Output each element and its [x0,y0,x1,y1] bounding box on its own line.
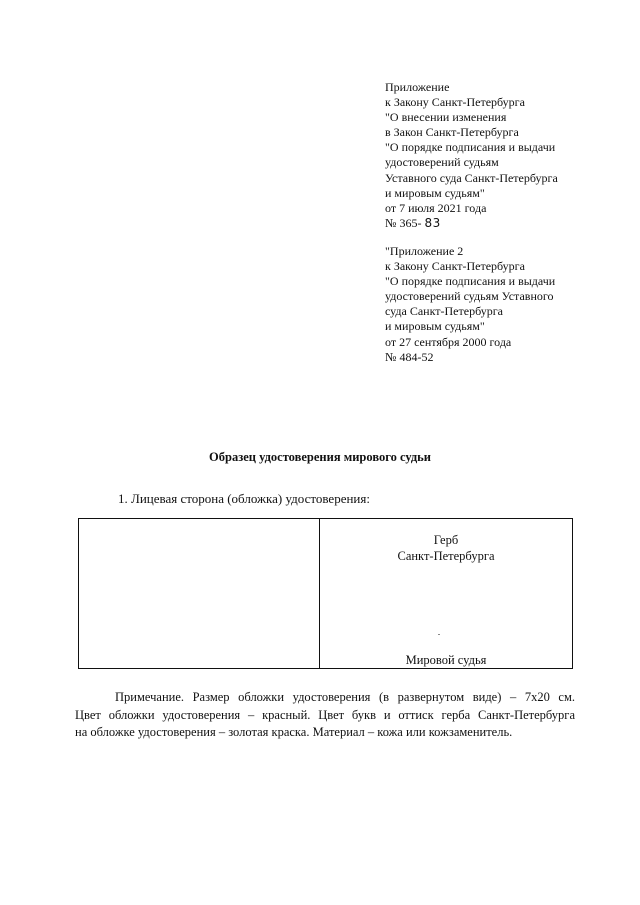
appendix-line: суда Санкт-Петербурга [385,304,503,319]
appendix-2-header [385,244,615,365]
appendix-line: в Закон Санкт-Петербурга [385,125,519,140]
document-title: Образец удостоверения мирового судьи [209,450,431,464]
appendix-line: к Закону Санкт-Петербурга [385,259,525,274]
appendix-line: к Закону Санкт-Петербурга [385,95,525,110]
cover-left-panel [79,519,320,668]
coat-line-1: Герб [433,533,459,547]
appendix-line: Уставного суда Санкт-Петербурга [385,170,558,185]
appendix-line: и мировым судьям" [385,319,485,334]
note-line: Цвет обложки удостоверения – красный. Цвет букв и оттиск герба Санкт-Петербурга [75,707,575,722]
appendix-line: удостоверений судьям Уставного [385,289,554,304]
appendix-line: и мировым судьям" [385,185,485,200]
appendix-line: № 484-52 [385,349,434,364]
note-line: Примечание. Размер обложки удостоверения (в развернутом виде) – 7х20 см. [115,690,575,704]
scan-speck [438,634,440,635]
law-number-prefix: № 365- [385,215,422,230]
judge-label: Мировой судья [405,653,487,667]
appendix-line: "О внесении изменения [385,110,507,125]
appendix-line: от 27 сентября 2000 года [385,334,512,349]
appendix-line: "О порядке подписания и выдачи [385,274,556,289]
appendix-line: удостоверений судьям [385,155,499,170]
cover-sample-frame [78,518,573,669]
appendix-line: Приложение [385,80,450,94]
note-line: на обложке удостоверения – золотая краска. Материал – кожа или кожзаменитель. [75,725,513,739]
appendix-line: "О порядке подписания и выдачи [385,140,556,155]
section-item-1: 1. Лицевая сторона (обложка) удостоверения: [118,491,370,506]
cover-right-panel [320,519,572,668]
appendix-line: от 7 июля 2021 года [385,200,487,215]
coat-line-2: Санкт-Петербурга [397,549,495,563]
note-paragraph [75,689,575,742]
coat-of-arms-label [320,532,572,564]
law-number [385,216,615,231]
appendix-line: "Приложение 2 [385,244,464,258]
law-number-handwritten: 83 [424,215,441,230]
appendix-header [385,80,615,231]
